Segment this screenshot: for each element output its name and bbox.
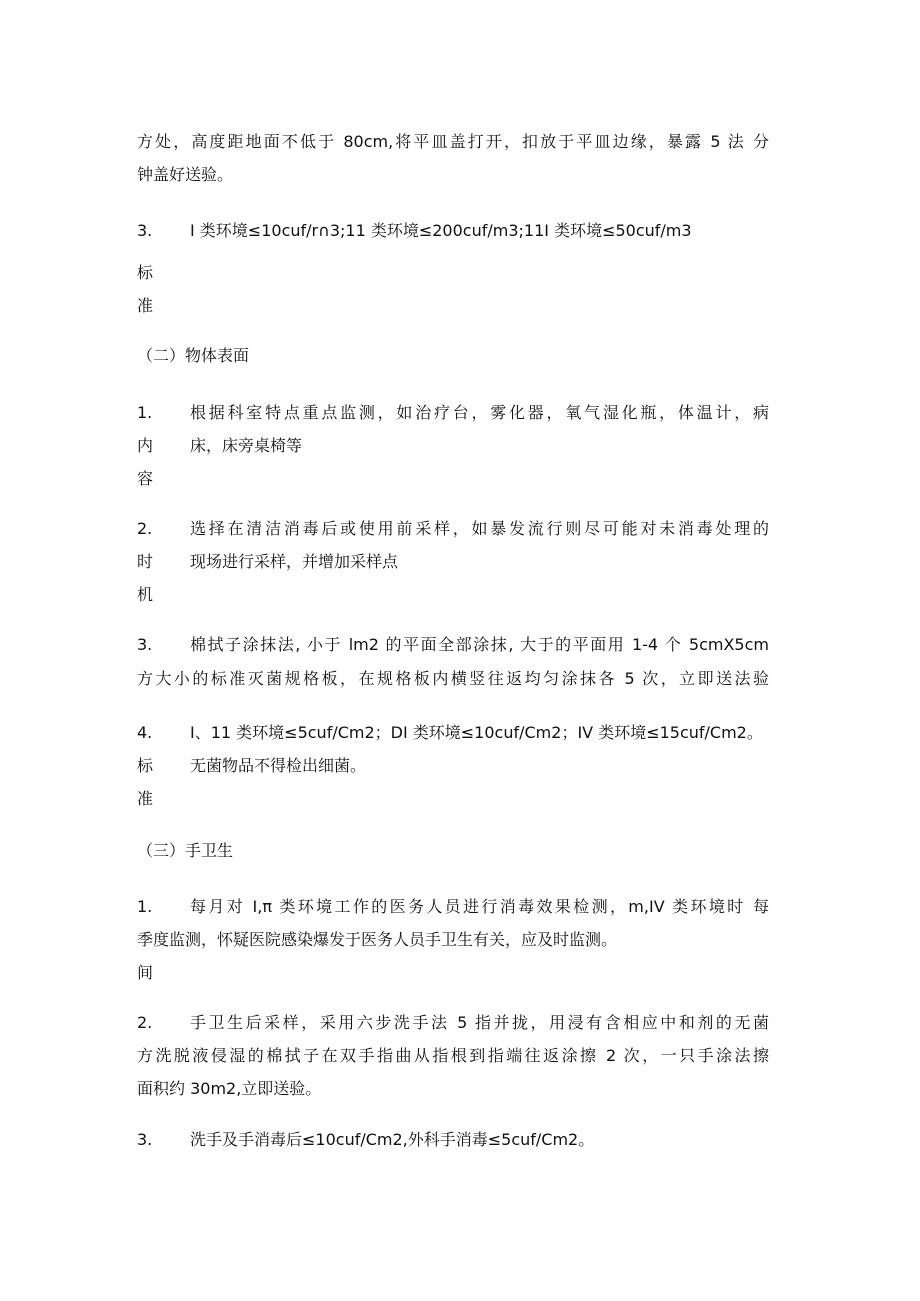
surface-item-4-line-1: I、11 类环境≤5cuf∕Cm2；DI 类环境≤10cuf∕Cm2；IV 类环境≤15cuf∕Cm2。 [190, 723, 763, 742]
continuation-line-1: 方处，高度距地面不低于 80cm,将平皿盖打开，扣放于平皿边缘，暴露 5 法 分 [137, 132, 769, 151]
hand-item-3-line-1: 洗手及手消毒后≤10cuf∕Cm2,外科手消毒≤5cuf∕Cm2。 [190, 1130, 595, 1149]
surface-item-3-number: 3. [137, 635, 153, 654]
surface-item-4-label-char-2: 准 [137, 789, 154, 808]
air-item-3-label-char-2: 准 [137, 296, 154, 315]
continuation-line-2: 钟盖好送验。 [137, 165, 234, 184]
surface-item-1-label-char-2: 容 [137, 469, 154, 488]
surface-item-2-number: 2. [137, 519, 153, 538]
section-heading-surface: （二）物体表面 [137, 346, 250, 365]
surface-item-3-line-1: 棉拭子涂抹法, 小于 lm2 的平面全部涂抹, 大于的平面用 1-4 个 5cmX5cm [190, 635, 769, 654]
air-item-3-label-char-1: 标 [137, 263, 154, 282]
hand-item-1-number: 1. [137, 897, 153, 916]
surface-item-1-line-2: 床，床旁桌椅等 [190, 436, 303, 455]
surface-item-4-line-2: 无菌物品不得检出细菌。 [190, 756, 367, 775]
air-item-3-number: 3. [137, 221, 153, 240]
surface-item-4-number: 4. [137, 723, 153, 742]
surface-item-2-label-char-2: 机 [137, 585, 154, 604]
section-heading-hand: （三）手卫生 [137, 841, 234, 860]
surface-item-2-line-1: 选择在清洁消毒后或使用前采样，如暴发流行则尽可能对未消毒处理的 [190, 519, 769, 538]
hand-item-2-line-2: 方洗脱液侵湿的棉拭子在双手指曲从指根到指端往返涂擦 2 次，一只手涂法擦 [137, 1046, 769, 1065]
surface-item-4-label-char-1: 标 [137, 756, 154, 775]
hand-item-2-line-1: 手卫生后采样，采用六步洗手法 5 指并拢，用浸有含相应中和剂的无菌 [190, 1013, 769, 1032]
hand-item-2-line-3: 面积约 30m2,立即送验。 [137, 1079, 322, 1098]
surface-item-2-label-char-1: 时 [137, 552, 154, 571]
hand-item-3-number: 3. [137, 1130, 153, 1149]
hand-item-1-label-char-1: 间 [137, 963, 154, 982]
hand-item-1-line-2: 季度监测，怀疑医院感染爆发于医务人员手卫生有关，应及时监测。 [137, 930, 618, 949]
hand-item-2-number: 2. [137, 1013, 153, 1032]
surface-item-1-label-char-1: 内 [137, 436, 154, 455]
air-item-3-text: I 类环境≤10cuf∕r∩3;11 类环境≤200cuf∕m3;11I 类环境≤50cuf∕m3 [190, 221, 692, 240]
surface-item-3-line-2: 方大小的标准灭菌规格板，在规格板内横竖往返均匀涂抹各 5 次，立即送法验 [137, 669, 769, 688]
surface-item-1-number: 1. [137, 403, 153, 422]
hand-item-1-line-1: 每月对 I,π 类环境工作的医务人员进行消毒效果检测，m,IV 类环境时 每 [190, 897, 769, 916]
surface-item-2-line-2: 现场进行采样，并增加采样点 [190, 552, 399, 571]
surface-item-1-line-1: 根据科室特点重点监测，如治疗台，雾化器，氧气湿化瓶，体温计，病 [190, 403, 769, 422]
